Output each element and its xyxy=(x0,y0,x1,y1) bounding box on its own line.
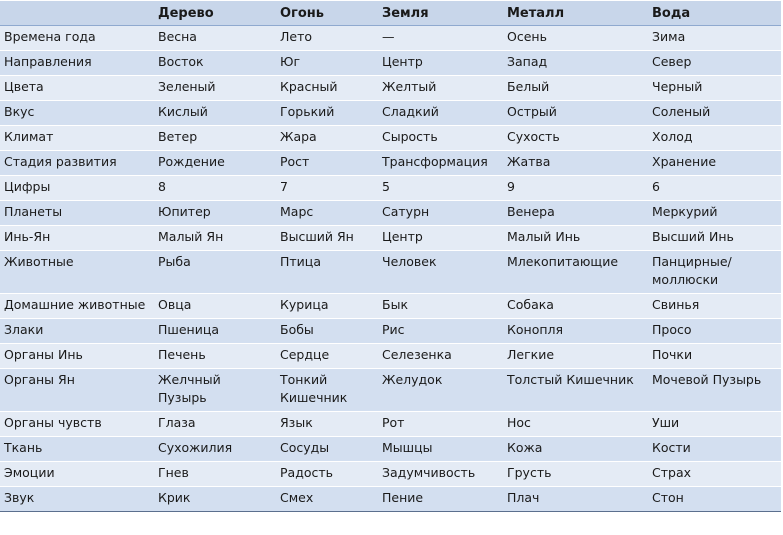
row-label: Органы Инь xyxy=(0,344,154,369)
table-cell: Малый Инь xyxy=(503,226,648,251)
table-cell: Запад xyxy=(503,51,648,76)
row-label: Климат xyxy=(0,126,154,151)
table-cell: Белый xyxy=(503,76,648,101)
table-row xyxy=(0,51,781,76)
table-row xyxy=(0,126,781,151)
header-cell: Вода xyxy=(648,1,781,26)
table-row xyxy=(0,369,781,412)
table-cell: Холод xyxy=(648,126,781,151)
table-cell: Конопля xyxy=(503,319,648,344)
table-row xyxy=(0,344,781,369)
table-cell: Сосуды xyxy=(276,437,378,462)
table-cell: — xyxy=(378,26,503,51)
table-row xyxy=(0,412,781,437)
table-cell: Сырость xyxy=(378,126,503,151)
table-cell: Птица xyxy=(276,251,378,294)
table-cell: Кости xyxy=(648,437,781,462)
table-cell: Кислый xyxy=(154,101,276,126)
table-row xyxy=(0,319,781,344)
row-label: Злаки xyxy=(0,319,154,344)
table-cell: Грусть xyxy=(503,462,648,487)
table-cell: Бобы xyxy=(276,319,378,344)
table-cell: Высший Инь xyxy=(648,226,781,251)
table-cell: Рост xyxy=(276,151,378,176)
table-cell: Пшеница xyxy=(154,319,276,344)
table-cell: 8 xyxy=(154,176,276,201)
row-label: Эмоции xyxy=(0,462,154,487)
table-row xyxy=(0,251,781,294)
row-label: Планеты xyxy=(0,201,154,226)
row-label: Цифры xyxy=(0,176,154,201)
row-label: Цвета xyxy=(0,76,154,101)
table-cell: Нос xyxy=(503,412,648,437)
table-cell: Лето xyxy=(276,26,378,51)
table-cell: Жатва xyxy=(503,151,648,176)
table-cell: Свинья xyxy=(648,294,781,319)
table-cell: Радость xyxy=(276,462,378,487)
table-cell: Язык xyxy=(276,412,378,437)
row-label: Домашние животные xyxy=(0,294,154,319)
table-cell: Сатурн xyxy=(378,201,503,226)
table-cell: Жара xyxy=(276,126,378,151)
table-cell: Черный xyxy=(648,76,781,101)
table-cell: Смех xyxy=(276,487,378,512)
table-cell: Печень xyxy=(154,344,276,369)
header-cell: Земля xyxy=(378,1,503,26)
table-cell: Крик xyxy=(154,487,276,512)
table-row xyxy=(0,462,781,487)
table-cell: 5 xyxy=(378,176,503,201)
table-cell: Сухость xyxy=(503,126,648,151)
row-label: Стадия развития xyxy=(0,151,154,176)
table-row xyxy=(0,201,781,226)
table-cell: Зеленый xyxy=(154,76,276,101)
table-cell: 7 xyxy=(276,176,378,201)
table-cell: Венера xyxy=(503,201,648,226)
table-cell: Красный xyxy=(276,76,378,101)
table-row xyxy=(0,101,781,126)
table-cell: Ветер xyxy=(154,126,276,151)
table-row xyxy=(0,226,781,251)
table-cell: Мочевой Пузырь xyxy=(648,369,781,412)
table-cell: Центр xyxy=(378,51,503,76)
table-cell: Малый Ян xyxy=(154,226,276,251)
table-cell: Желудок xyxy=(378,369,503,412)
table-cell: Рис xyxy=(378,319,503,344)
table-cell: Глаза xyxy=(154,412,276,437)
table-cell: Рот xyxy=(378,412,503,437)
five-elements-table xyxy=(0,1,781,512)
row-label: Инь-Ян xyxy=(0,226,154,251)
table-cell: Соленый xyxy=(648,101,781,126)
table-row xyxy=(0,26,781,51)
table-cell: Собака xyxy=(503,294,648,319)
table-cell: Хранение xyxy=(648,151,781,176)
table-cell: Трансформация xyxy=(378,151,503,176)
table-cell: Уши xyxy=(648,412,781,437)
table-cell: Сладкий xyxy=(378,101,503,126)
table-cell: Почки xyxy=(648,344,781,369)
table-cell: Зима xyxy=(648,26,781,51)
table-cell: Человек xyxy=(378,251,503,294)
table-cell: Пение xyxy=(378,487,503,512)
table-cell: Страх xyxy=(648,462,781,487)
table-cell: Север xyxy=(648,51,781,76)
row-label: Животные xyxy=(0,251,154,294)
table-row xyxy=(0,487,781,512)
table-cell: Плач xyxy=(503,487,648,512)
table-cell: Центр xyxy=(378,226,503,251)
table-cell: Кожа xyxy=(503,437,648,462)
table-cell: Легкие xyxy=(503,344,648,369)
row-label: Времена года xyxy=(0,26,154,51)
table-row xyxy=(0,76,781,101)
table-cell: 9 xyxy=(503,176,648,201)
table-cell: Меркурий xyxy=(648,201,781,226)
row-label: Ткань xyxy=(0,437,154,462)
table-cell: Бык xyxy=(378,294,503,319)
row-label: Вкус xyxy=(0,101,154,126)
table-cell: Овца xyxy=(154,294,276,319)
table-cell: Восток xyxy=(154,51,276,76)
table-cell: Сердце xyxy=(276,344,378,369)
header-cell: Металл xyxy=(503,1,648,26)
table-cell: Осень xyxy=(503,26,648,51)
table-cell: Просо xyxy=(648,319,781,344)
table-cell: Стон xyxy=(648,487,781,512)
row-label: Органы чувств xyxy=(0,412,154,437)
table-cell: Марс xyxy=(276,201,378,226)
table-cell: Юг xyxy=(276,51,378,76)
table-cell: Рыба xyxy=(154,251,276,294)
table-cell: Гнев xyxy=(154,462,276,487)
table-cell: Толстый Кишечник xyxy=(503,369,648,412)
header-row xyxy=(0,1,781,26)
table-row xyxy=(0,176,781,201)
header-cell: Огонь xyxy=(276,1,378,26)
table-cell: Мышцы xyxy=(378,437,503,462)
table-cell: Задумчивость xyxy=(378,462,503,487)
table-cell: Сухожилия xyxy=(154,437,276,462)
table-cell: Горький xyxy=(276,101,378,126)
table-cell: 6 xyxy=(648,176,781,201)
table-cell: Курица xyxy=(276,294,378,319)
row-label: Звук xyxy=(0,487,154,512)
table-row xyxy=(0,151,781,176)
table-cell: Селезенка xyxy=(378,344,503,369)
table-row xyxy=(0,294,781,319)
table-cell: Желчный Пузырь xyxy=(154,369,276,412)
header-cell xyxy=(0,1,154,26)
header-cell: Дерево xyxy=(154,1,276,26)
table-cell: Юпитер xyxy=(154,201,276,226)
table-cell: Острый xyxy=(503,101,648,126)
table-cell: Панцирные/ моллюски xyxy=(648,251,781,294)
table-cell: Рождение xyxy=(154,151,276,176)
table-row xyxy=(0,437,781,462)
table-cell: Млекопитающие xyxy=(503,251,648,294)
table-cell: Высший Ян xyxy=(276,226,378,251)
table-cell: Тонкий Кишечник xyxy=(276,369,378,412)
table-cell: Желтый xyxy=(378,76,503,101)
table-cell: Весна xyxy=(154,26,276,51)
row-label: Направления xyxy=(0,51,154,76)
row-label: Органы Ян xyxy=(0,369,154,412)
